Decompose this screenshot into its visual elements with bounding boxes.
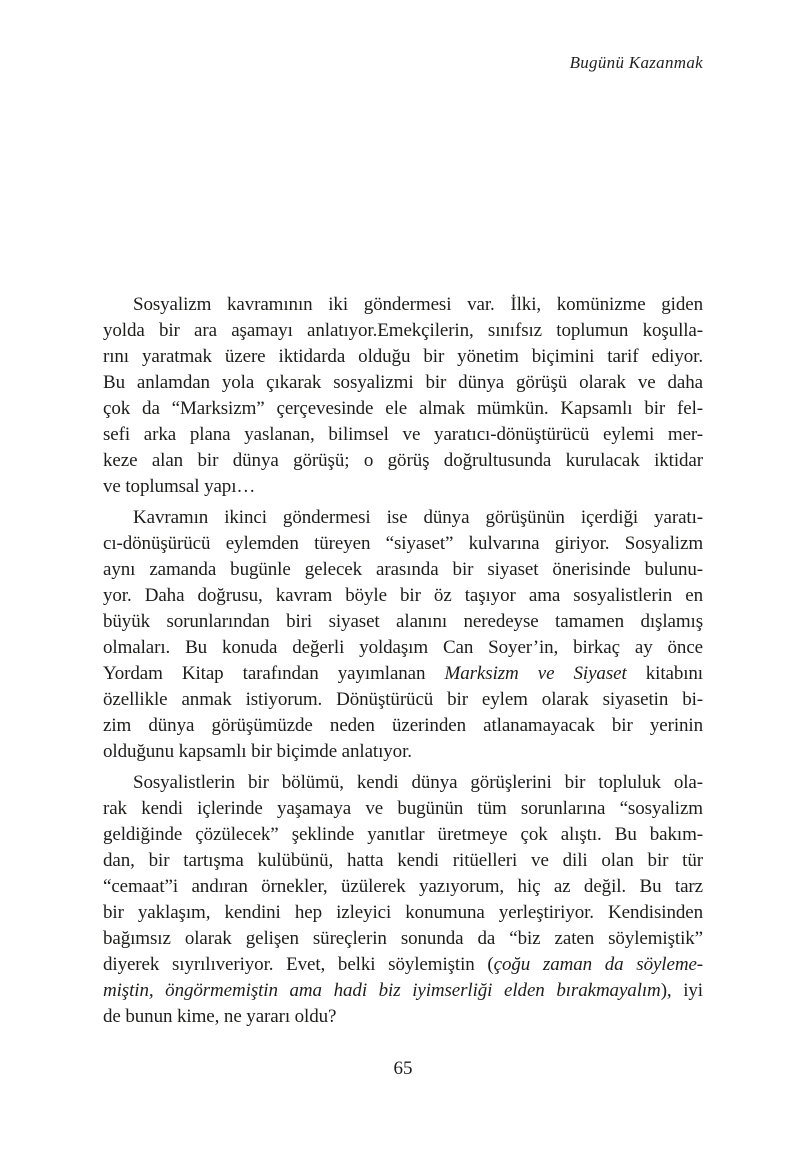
text-line: [103, 770, 703, 796]
text-line: [103, 609, 703, 635]
text-segment: Sosyalizm kavramının iki göndermesi var. İlki, komünizme giden: [133, 294, 703, 315]
page-number: 65: [393, 1058, 413, 1079]
paragraph: [103, 770, 703, 1030]
text-segment: bağımsız olarak gelişen süreçlerin sonunda da “biz zaten söylemiştik”: [103, 928, 703, 949]
text-segment: dan, bir tartışma kulübünü, hatta kendi ritüelleri ve dili olan bir tür: [103, 850, 703, 871]
text-segment: ve toplumsal yapı…: [103, 476, 256, 497]
text-line: [103, 531, 703, 557]
text-segment: geldiğinde çözülecek” şeklinde yanıtlar üretmeye çok alıştı. Bu bakım-: [103, 824, 703, 845]
text-segment: çok da “Marksizm” çerçevesinde ele almak mümkün. Kapsamlı bir fel-: [103, 398, 703, 419]
text-line: [103, 292, 703, 318]
body-text: [103, 292, 703, 1035]
text-segment: Sosyalistlerin bir bölümü, kendi dünya görüşlerini bir topluluk ola-: [133, 772, 703, 793]
text-segment: miştin, öngörmemiştin ama hadi biz iyimserliği elden bırakmayalım: [103, 980, 661, 1001]
text-segment: rını yaratmak üzere iktidarda olduğu bir yönetim biçimini tarif ediyor.: [103, 346, 703, 367]
text-line: [103, 926, 703, 952]
running-header: Bugünü Kazanmak: [569, 53, 703, 72]
text-line: [103, 505, 703, 531]
text-segment: özellikle anmak istiyorum. Dönüştürücü bir eylem olarak siyasetin bi-: [103, 689, 703, 710]
text-line: [103, 474, 703, 500]
text-line: [103, 687, 703, 713]
text-line: [103, 635, 703, 661]
text-line: [103, 396, 703, 422]
text-segment: büyük sorunlarından biri siyaset alanını neredeyse tamamen dışlamış: [103, 611, 703, 632]
text-segment: ), iyi: [660, 980, 703, 1001]
text-line: [103, 318, 703, 344]
text-segment: bir yaklaşım, kendini hep izleyici konumuna yerleştiriyor. Kendisinden: [103, 902, 703, 923]
text-segment: olduğunu kapsamlı bir biçimde anlatıyor.: [103, 741, 412, 762]
text-line: [103, 739, 703, 765]
text-segment: yor. Daha doğrusu, kavram böyle bir öz taşıyor ama sosyalistlerin en: [103, 585, 703, 606]
text-line: [103, 661, 703, 687]
text-segment: sefi arka plana yaslanan, bilimsel ve yaratıcı-dönüştürücü eylemi mer-: [103, 424, 703, 445]
text-line: [103, 874, 703, 900]
text-segment: keze alan bir dünya görüşü; o görüş doğrultusunda kurulacak iktidar: [103, 450, 703, 471]
text-segment: olmaları. Bu konuda değerli yoldaşım Can Soyer’in, birkaç ay önce: [103, 637, 703, 658]
text-line: [103, 370, 703, 396]
text-line: [103, 1004, 703, 1030]
text-segment: “cemaat”i andıran örnekler, üzülerek yazıyorum, hiç az değil. Bu tarz: [103, 876, 703, 897]
text-segment: cı-dönüşürücü eylemden türeyen “siyaset” kulvarına giriyor. Sosyalizm: [103, 533, 703, 554]
text-segment: diyerek sıyrılıveriyor. Evet, belki söylemiştin (: [103, 954, 494, 975]
text-line: [103, 848, 703, 874]
text-segment: kitabını: [626, 663, 703, 684]
text-line: [103, 557, 703, 583]
paragraph: [103, 292, 703, 500]
text-segment: yolda bir ara aşamayı anlatıyor.Emekçilerin, sınıfsız toplumun koşulla-: [103, 320, 703, 341]
text-line: [103, 344, 703, 370]
text-segment: rak kendi içlerinde yaşamaya ve bugünün tüm sorunlarına “sosyalizm: [103, 798, 703, 819]
text-segment: aynı zamanda bugünle gelecek arasında bir siyaset önerisinde bulunu-: [103, 559, 703, 580]
text-line: [103, 422, 703, 448]
text-line: [103, 583, 703, 609]
text-line: [103, 713, 703, 739]
text-line: [103, 952, 703, 978]
text-line: [103, 978, 703, 1004]
text-segment: de bunun kime, ne yararı oldu?: [103, 1006, 337, 1027]
text-segment: Yordam Kitap tarafından yayımlanan: [103, 663, 445, 684]
paragraph: [103, 505, 703, 765]
text-segment: zim dünya görüşümüzde neden üzerinden atlanamayacak bir yerinin: [103, 715, 703, 736]
text-segment: Marksizm ve Siyaset: [444, 663, 627, 684]
text-line: [103, 822, 703, 848]
text-segment: Bu anlamdan yola çıkarak sosyalizmi bir dünya görüşü olarak ve daha: [103, 372, 703, 393]
text-line: [103, 796, 703, 822]
text-segment: Kavramın ikinci göndermesi ise dünya görüşünün içerdiği yaratı-: [133, 507, 703, 528]
text-line: [103, 900, 703, 926]
text-line: [103, 448, 703, 474]
text-segment: çoğu zaman da söyleme-: [493, 954, 703, 975]
